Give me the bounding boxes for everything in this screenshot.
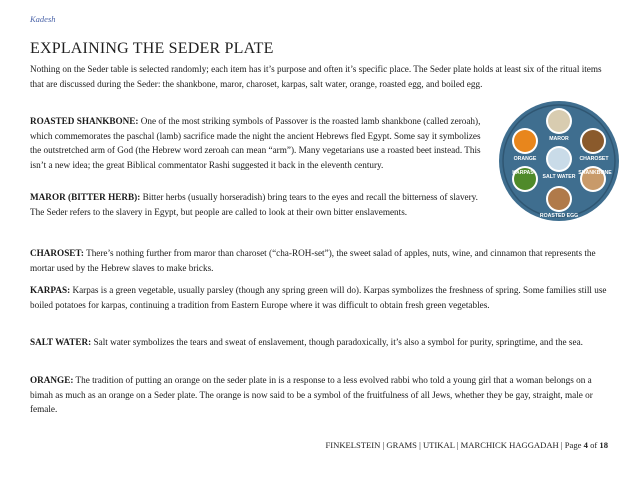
- footer-total-pages: 18: [599, 440, 608, 450]
- roasted-egg-label: ROASTED EGG: [539, 213, 579, 219]
- salt-water-bowl-icon: [548, 148, 570, 170]
- seder-plate-illustration: [498, 100, 620, 222]
- paragraph-text: Karpas is a green vegetable, usually parsley (though any spring green will do). Karpas symbolizes the freshness of spring. Some families still use boiled potatoes for karpas, continuing a tradition from Eastern Europe where it was difficult to obtain fresh green vegetables.: [30, 285, 607, 310]
- paragraph-lead: ORANGE:: [30, 375, 74, 385]
- footer-page-number: 4: [583, 440, 588, 450]
- karpas-label: KARPAS: [512, 170, 534, 176]
- shankbone-label: SHANKBONE: [578, 170, 612, 176]
- maror-bowl-icon: [548, 110, 570, 132]
- orange-bowl-icon: [514, 130, 536, 152]
- charoset-bowl-icon: [582, 130, 604, 152]
- paragraph-lead: SALT WATER:: [30, 337, 92, 347]
- paragraph-text: The tradition of putting an orange on the seder plate in is a response to a less evolved rabbi who told a young girl that a woman belongs on a bimah as much as an orange on a Seder plate. The orange is now said to be a symbol of the fruitfulness of all Jews, whether they be gay, straight, male or female.: [30, 375, 593, 414]
- paragraph-text: One of the most striking symbols of Passover is the roasted lamb shankbone (called zeroah), which commemorates the paschal (lamb) sacrifice made the night the ancient Hebrews fled Egypt. Some say it symbolizes the outstretched arm of God (the Hebrew word zeroah can mean “arm”). Many vegetarians use a roasted beet instead. This isn’t a new idea; the great Biblical commentator Rashi suggested it back in the eleventh century.: [30, 116, 481, 170]
- paragraph-text: Salt water symbolizes the tears and sweat of enslavement, though paradoxically, it’s also a symbol for purity, springtime, and the sea.: [91, 337, 583, 347]
- seder-plate-image: [498, 100, 620, 222]
- paragraph-text: There’s nothing further from maror than charoset (“cha-ROH-set”), the sweet salad of apples, nuts, wine, and cinnamon that represents the mortar used by the Hebrew slaves to make bricks.: [30, 248, 596, 273]
- page-footer: [288, 440, 608, 450]
- salt-water-label: SALT WATER: [542, 174, 576, 180]
- intro-paragraph: Nothing on the Seder table is selected randomly; each item has it’s purpose and often it’s specific place. The Seder plate holds at least six of the ritual items that are discussed during the Seder: the shankbone, maror, charoset, karpas, salt water, orange, roasted egg, and boiled egg.: [30, 64, 602, 89]
- paragraph-lead: KARPAS:: [30, 285, 71, 295]
- footer-of: of: [587, 440, 600, 450]
- charoset-label: CHAROSET: [579, 156, 609, 162]
- footer-text: FINKELSTEIN | GRAMS | UTIKAL | MARCHICK HAGGADAH | Page: [325, 440, 584, 450]
- paragraph-lead: CHAROSET:: [30, 248, 84, 258]
- orange-label: ORANGE: [513, 156, 537, 162]
- page-title: EXPLAINING THE SEDER PLATE: [30, 40, 274, 57]
- section-label: Kadesh: [30, 14, 56, 24]
- paragraph-orange: [30, 373, 612, 417]
- paragraph-karpas: [30, 283, 612, 312]
- maror-label: MAROR: [549, 136, 569, 142]
- paragraph-maror: [30, 190, 485, 219]
- paragraph-lead: ROASTED SHANKBONE:: [30, 116, 139, 126]
- paragraph-charoset: [30, 246, 612, 275]
- roasted-egg-bowl-icon: [548, 188, 570, 210]
- paragraph-salt-water: [30, 335, 612, 350]
- paragraph-shankbone: [30, 114, 485, 172]
- paragraph-text: Bitter herbs (usually horseradish) bring tears to the eyes and recall the bitterness of slavery. The Seder refers to the slavery in Egypt, but people are called to look at their own bitter enslavements.: [30, 192, 478, 217]
- paragraph-lead: MAROR (BITTER HERB):: [30, 192, 141, 202]
